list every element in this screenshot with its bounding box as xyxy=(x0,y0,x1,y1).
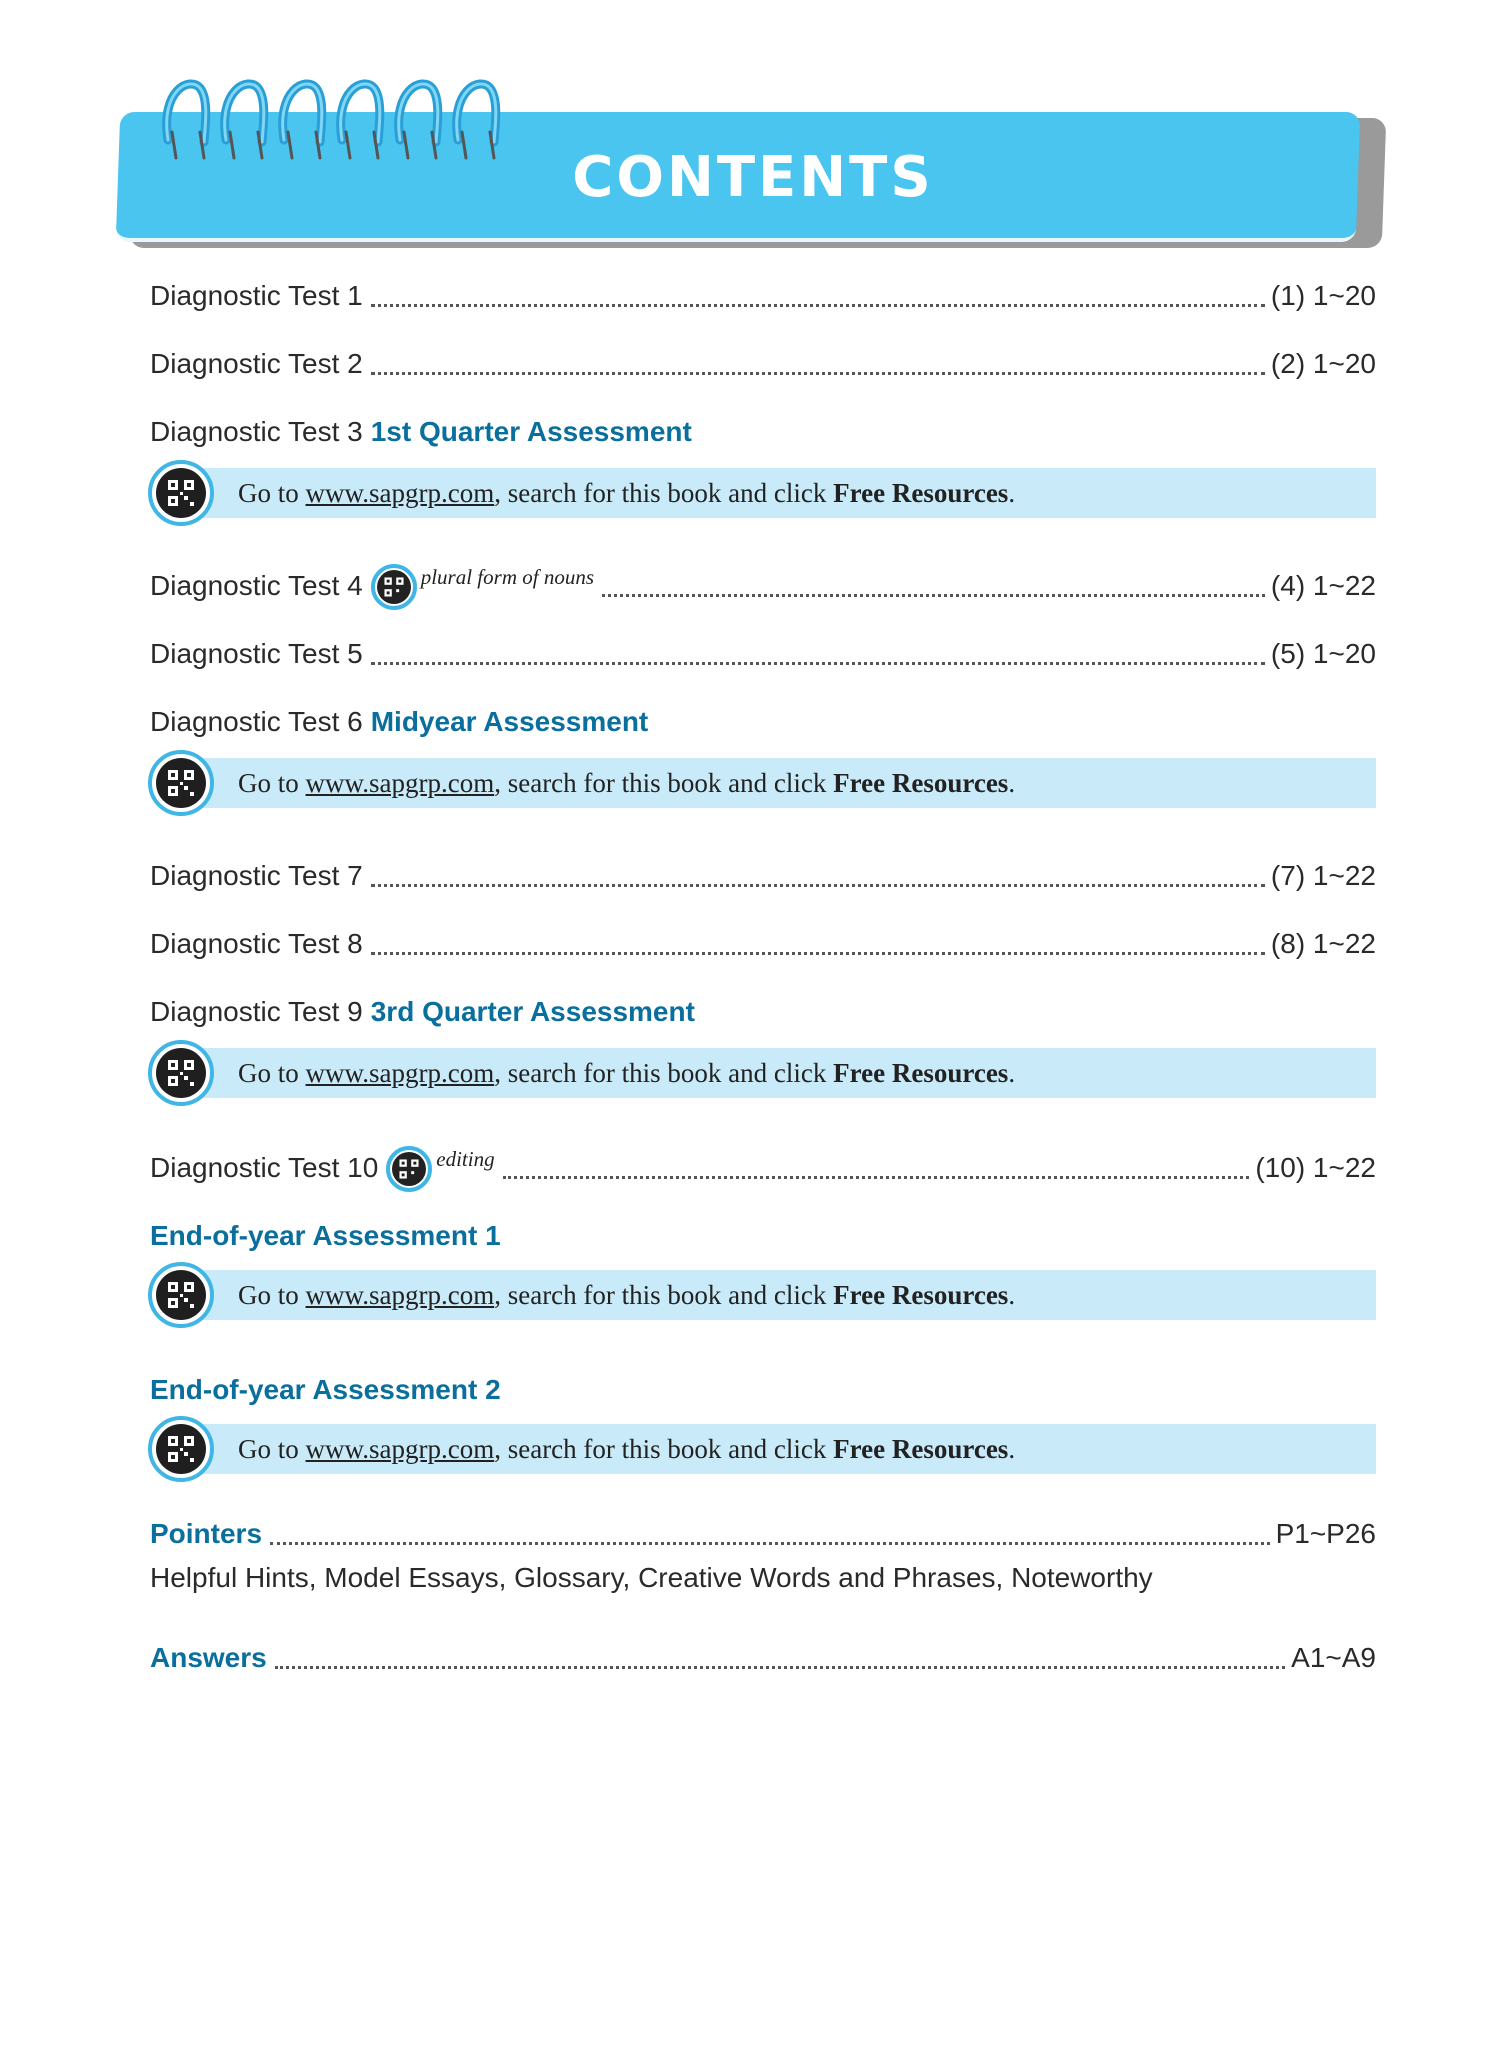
toc-entry-diagnostic-test-6[interactable] xyxy=(150,702,1376,742)
resource-link[interactable]: www.sapgrp.com xyxy=(305,1058,495,1088)
entry-page: A1~A9 xyxy=(1291,1642,1376,1673)
entry-label: Answers xyxy=(150,1642,267,1673)
entry-subtitle: Midyear Assessment xyxy=(370,706,649,737)
resource-strip[interactable] xyxy=(148,1262,1376,1328)
entry-label: Diagnostic Test 5 xyxy=(150,638,363,669)
entry-label: Pointers xyxy=(150,1518,263,1549)
resource-text: Go to www.sapgrp.com, search for this book and click Free Resources. xyxy=(238,478,1016,508)
entry-page: (8) 1~22 xyxy=(1270,928,1376,959)
dot-leader xyxy=(503,1176,1250,1179)
toc-entry-diagnostic-test-1[interactable] xyxy=(150,276,1376,316)
entry-page: (5) 1~20 xyxy=(1270,638,1376,669)
resource-strip[interactable] xyxy=(148,1416,1376,1482)
entry-label: Diagnostic Test 9 xyxy=(150,996,363,1027)
dot-leader xyxy=(602,594,1265,597)
entry-label: Diagnostic Test 1 xyxy=(150,280,363,311)
entry-page: (10) 1~22 xyxy=(1255,1152,1376,1183)
qr-code-icon xyxy=(148,1416,214,1482)
qr-code-icon xyxy=(386,1146,432,1192)
resource-link[interactable]: www.sapgrp.com xyxy=(305,768,495,798)
resource-text: Go to www.sapgrp.com, search for this book and click Free Resources. xyxy=(238,768,1016,798)
toc-entry-diagnostic-test-7[interactable] xyxy=(150,856,1376,896)
entry-page: P1~P26 xyxy=(1275,1518,1376,1549)
entry-page: (2) 1~20 xyxy=(1270,348,1376,379)
entry-subtitle: 3rd Quarter Assessment xyxy=(370,996,695,1027)
resource-strip[interactable] xyxy=(148,460,1376,526)
resource-text: Go to www.sapgrp.com, search for this book and click Free Resources. xyxy=(238,1058,1016,1088)
entry-page: (7) 1~22 xyxy=(1270,860,1376,891)
entry-note: plural form of nouns xyxy=(420,565,594,589)
resource-text: Go to www.sapgrp.com, search for this book and click Free Resources. xyxy=(238,1434,1016,1464)
entry-page: (4) 1~22 xyxy=(1270,570,1376,601)
dot-leader xyxy=(275,1666,1285,1669)
entry-label: Diagnostic Test 6 xyxy=(150,706,363,737)
dot-leader xyxy=(270,1542,1270,1545)
toc-entry-diagnostic-test-9[interactable] xyxy=(150,992,1376,1032)
dot-leader xyxy=(371,304,1265,307)
toc-entry-diagnostic-test-10[interactable] xyxy=(150,1148,1376,1188)
qr-code-icon xyxy=(148,1040,214,1106)
entry-label: Diagnostic Test 3 xyxy=(150,416,363,447)
entry-label: Diagnostic Test 2 xyxy=(150,348,363,379)
resource-text: Go to www.sapgrp.com, search for this book and click Free Resources. xyxy=(238,1280,1016,1310)
entry-note: editing xyxy=(436,1147,495,1171)
qr-code-icon xyxy=(148,750,214,816)
toc-entry-diagnostic-test-2[interactable] xyxy=(150,344,1376,384)
dot-leader xyxy=(371,662,1265,665)
toc-entry-answers[interactable] xyxy=(150,1638,1376,1678)
resource-link[interactable]: www.sapgrp.com xyxy=(305,1434,495,1464)
entry-label: Diagnostic Test 4 xyxy=(150,570,363,601)
qr-code-icon xyxy=(148,460,214,526)
resource-link[interactable]: www.sapgrp.com xyxy=(305,1280,495,1310)
page-title: CONTENTS xyxy=(572,145,934,210)
dot-leader xyxy=(371,372,1265,375)
toc-entry-end-of-year-assessment-1[interactable]: End-of-year Assessment 1 xyxy=(150,1220,501,1251)
qr-code-icon xyxy=(148,1262,214,1328)
resource-link[interactable]: www.sapgrp.com xyxy=(305,478,495,508)
toc-entry-pointers[interactable] xyxy=(150,1514,1376,1554)
toc-entry-diagnostic-test-5[interactable] xyxy=(150,634,1376,674)
entry-label: Diagnostic Test 7 xyxy=(150,860,363,891)
entry-label: Diagnostic Test 10 xyxy=(150,1152,379,1183)
entry-label: Diagnostic Test 8 xyxy=(150,928,363,959)
dot-leader xyxy=(371,952,1265,955)
toc-entry-diagnostic-test-4[interactable] xyxy=(150,566,1376,606)
resource-strip[interactable] xyxy=(148,750,1376,816)
toc-entry-diagnostic-test-3[interactable] xyxy=(150,412,1376,452)
resource-strip[interactable] xyxy=(148,1040,1376,1106)
entry-page: (1) 1~20 xyxy=(1270,280,1376,311)
pointers-description: Helpful Hints, Model Essays, Glossary, Creative Words and Phrases, Noteworthy xyxy=(150,1562,1153,1593)
toc-entry-diagnostic-test-8[interactable] xyxy=(150,924,1376,964)
qr-code-icon xyxy=(371,564,417,610)
dot-leader xyxy=(371,884,1265,887)
entry-subtitle: 1st Quarter Assessment xyxy=(370,416,692,447)
toc-entry-end-of-year-assessment-2[interactable]: End-of-year Assessment 2 xyxy=(150,1374,501,1405)
spiral-binding-icon xyxy=(160,70,560,160)
